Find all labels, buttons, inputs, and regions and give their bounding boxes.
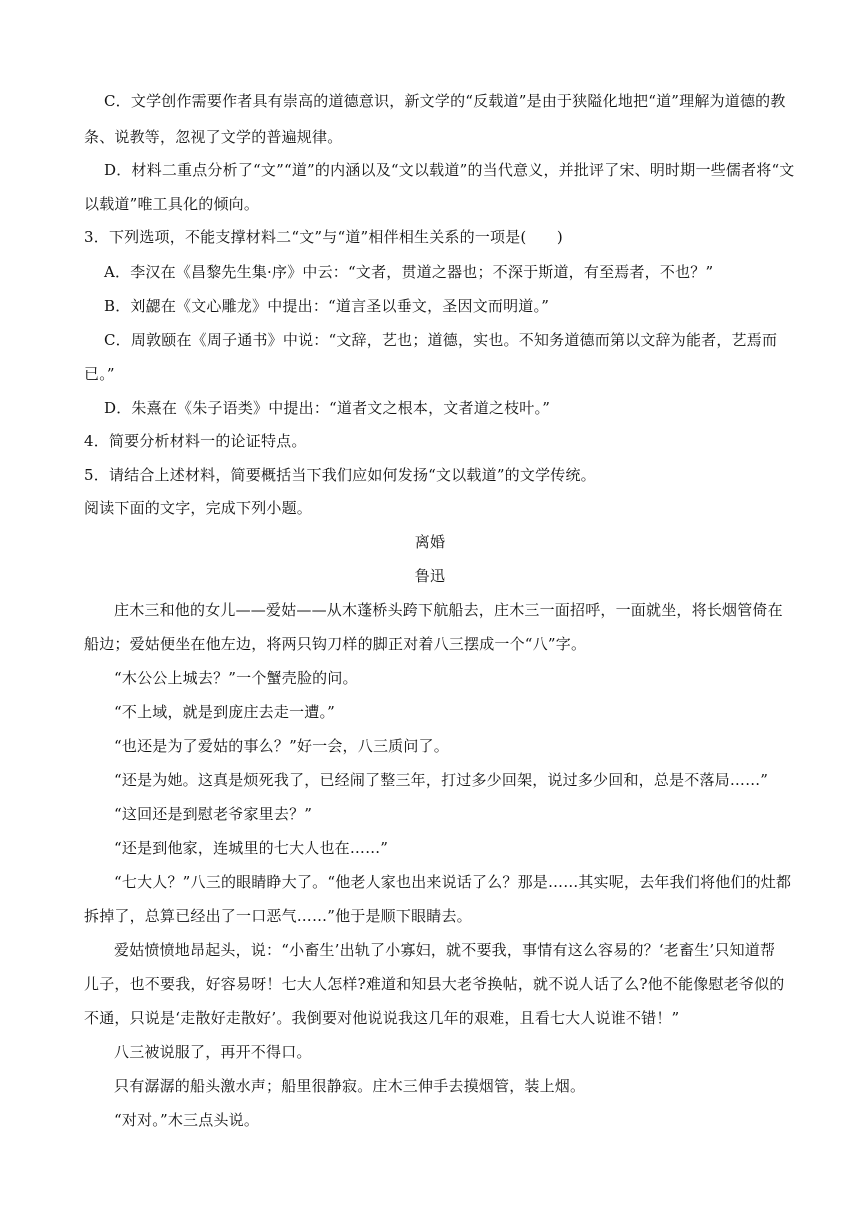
q3-option-d: D．朱熹在《朱子语类》中提出：“道者文之根本，文者道之枝叶。”: [104, 399, 551, 417]
q3-option-b: B．刘勰在《文心雕龙》中提出：“道言圣以垂文，圣因文而明道。”: [104, 297, 550, 315]
story-paragraph-2-line-1: “七大人？”八三的眼睛睁大了。“他老人家也出来说话了么？那是……其实呢，去年我们将他们的灶都: [114, 873, 792, 891]
story-paragraph-3-line-2: 儿子，也不要我，好容易呀！七大人怎样?难道和知县大老爷换帖，就不说人话了么?他不能像慰老爷似的: [84, 975, 785, 993]
option-d-line-1: D．材料二重点分析了“文”“道”的内涵以及“文以载道”的当代意义，并批评了宋、明时期一些儒者将“文: [104, 161, 795, 179]
question-3: 3．下列选项，不能支撑材料二“文”与“道”相伴相生关系的一项是( ): [84, 228, 563, 246]
option-d-line-2: 以载道”唯工具化的倾向。: [84, 195, 260, 213]
q3-option-c-line-1: C．周敦颐在《周子通书》中说：“文辞，艺也；道德，实也。不知务道德而第以文辞为能者，艺焉而: [104, 331, 778, 349]
story-paragraph-5: 只有潺潺的船头激水声；船里很静寂。庄木三伸手去摸烟管，装上烟。: [114, 1077, 586, 1095]
story-paragraph-4: 八三被说服了，再开不得口。: [114, 1043, 312, 1061]
question-5: 5．请结合上述材料，简要概括当下我们应如何发扬“文以载道”的文学传统。: [84, 466, 596, 484]
story-dialogue-3: “也还是为了爱姑的事么？”好一会，八三质问了。: [114, 737, 449, 755]
story-dialogue-7: “对对。”木三点头说。: [114, 1111, 260, 1129]
story-paragraph-3-line-1: 爱姑愤愤地昂起头，说：“小畜生’出轨了小寡妇，就不要我，事情有这么容易的？‘老畜生’只知道帮: [114, 941, 776, 959]
story-paragraph-3-line-3: 不通，只说是‘走散好走散好’。我倒要对他说说我这几年的艰难，且看七大人说谁不错！”: [84, 1009, 680, 1027]
story-dialogue-5: “这回还是到慰老爷家里去？”: [114, 805, 313, 823]
option-c-line-2: 条、说教等，忽视了文学的普遍规律。: [84, 128, 343, 146]
story-dialogue-6: “还是到他家，连城里的七大人也在……”: [114, 839, 389, 857]
option-c-line-1: C．文学创作需要作者具有崇高的道德意识，新文学的“反载道”是由于狭隘化地把“道”理解为道德的教: [104, 92, 786, 110]
story-author: 鲁迅: [414, 567, 446, 585]
story-paragraph-1-line-2: 船边；爱姑便坐在他左边，将两只钩刀样的脚正对着八三摆成一个“八”字。: [84, 635, 587, 653]
q3-option-a: A．李汉在《昌黎先生集·序》中云：“文者，贯道之器也；不深于斯道，有至焉者，不也？”: [104, 263, 714, 281]
story-dialogue-1: “木公公上城去？”一个蟹壳脸的问。: [114, 669, 358, 687]
story-paragraph-1-line-1: 庄木三和他的女儿——爱姑——从木蓬桥头跨下航船去，庄木三一面招呼，一面就坐，将长烟管倚在: [114, 601, 783, 619]
story-paragraph-2-line-2: 拆掉了，总算已经出了一口恶气……”他于是顺下眼睛去。: [84, 907, 472, 925]
story-dialogue-2: “不上域，就是到庞庄去走一遭。”: [114, 703, 336, 721]
story-dialogue-4: “还是为她。这真是烦死我了，已经闹了整三年，打过多少回架，说过多少回和，总是不落局……”: [114, 771, 769, 789]
story-title: 离婚: [414, 533, 446, 551]
question-4: 4．简要分析材料一的论证特点。: [84, 432, 307, 450]
reading-instruction: 阅读下面的文字，完成下列小题。: [84, 499, 313, 517]
q3-option-c-line-2: 已。”: [84, 365, 115, 383]
